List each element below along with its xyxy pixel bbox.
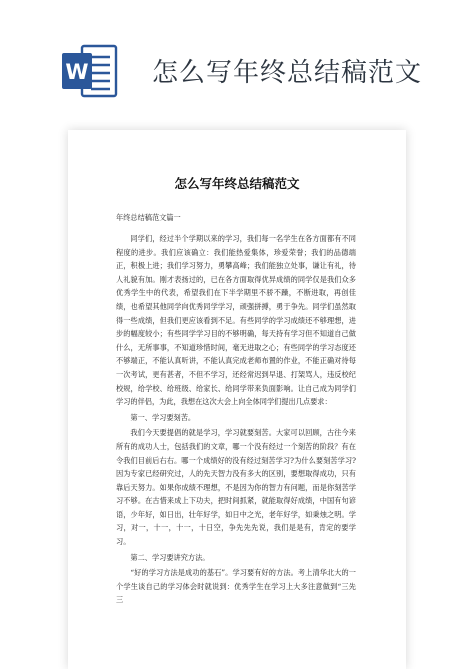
section-heading: 第二、学习要讲究方法。 <box>130 552 210 562</box>
page-header <box>0 0 474 118</box>
paragraph: “好的学习方法是成功的基石”。学习要有好的方法。考上清华北大的一个学生谈自己的学习体会时就说到：优秀学生在学习上大多注意做到“三先三 <box>116 568 356 605</box>
document-subtitle: 年终总结稿范文篇一 <box>116 213 181 222</box>
paragraph: 我们今天要提倡的就是学习，学习就要刻苦。大家可以回顾，古往今来所有的成功人士，包括我们的文章，哪一个没有经过一个刻苦的阶段？有在令我们目前后右右。哪一个成绩好的没有经过刻苦学习?为什么要刻苦学习?因为专家已经研究过，人的先天智力没有多大的区别，要想取得成功，只有靠后天努力。如果你成绩不理想，不是因为你的智力有问题，而是你刻苦学习不够。在古惜来成上下功夫，把时间抓紧，就能取得好成绩，中国有句谚语，少年好，如日出，壮年好学，如日中之光，老年好学，如秉烛之明。学习，对一，十一，十一，十日空，争先先先说，我们是是有，肯定的要学习。 <box>116 428 356 547</box>
section-heading: 第一、学习要刻苦。 <box>130 412 196 422</box>
document-body <box>116 232 356 607</box>
document-page <box>68 130 406 669</box>
word-document-icon <box>60 42 124 100</box>
word-icon-letter: W <box>65 60 89 84</box>
document-title: 怎么写年终总结稿范文 <box>174 176 300 191</box>
page-title: 怎么写年终总结稿范文 <box>152 58 423 88</box>
paragraph: 同学们，经过半个学期以来的学习，我们每一名学生在各方面都有不同程度的进步。我们应该确立：我们能热爱集体，珍爱荣誉；我们的品德端正，积极上进；我们学习努力，勇攀高峰；我们能独立处事，谦让有礼，待人礼貌有加。刚才表扬过的，已在各方面取得优异成绩的同学仅是我们众多优秀学生中的代表，希望我们在下半学期里不骄不躁，不断进取，再创佳绩，也希望其他同学向优秀同学学习，顽强拼搏，勇于争先。同学们虽然取得一些成绩，但我们更应该看到不足。有些同学的学习成绩还不够理想，进步的幅度较小；有些同学学习目的不够明确，每天持有学习但不知道自己做什么，无所事事，不知道珍惜时间，毫无进取之心；有些同学的学习态度还不够端正，不能认真听讲，不能认真完成老师布置的作业，不能正确对待每一次考试，更有甚者，不但不学习，还经常迟到早退、打架骂人，违反校纪校规，给学校、给班级、给家长、给同学带来负面影响。让自己成为同学们学习的伴侣，为此，我想在这次大会上向全体同学们提出几点要求： <box>116 234 356 407</box>
